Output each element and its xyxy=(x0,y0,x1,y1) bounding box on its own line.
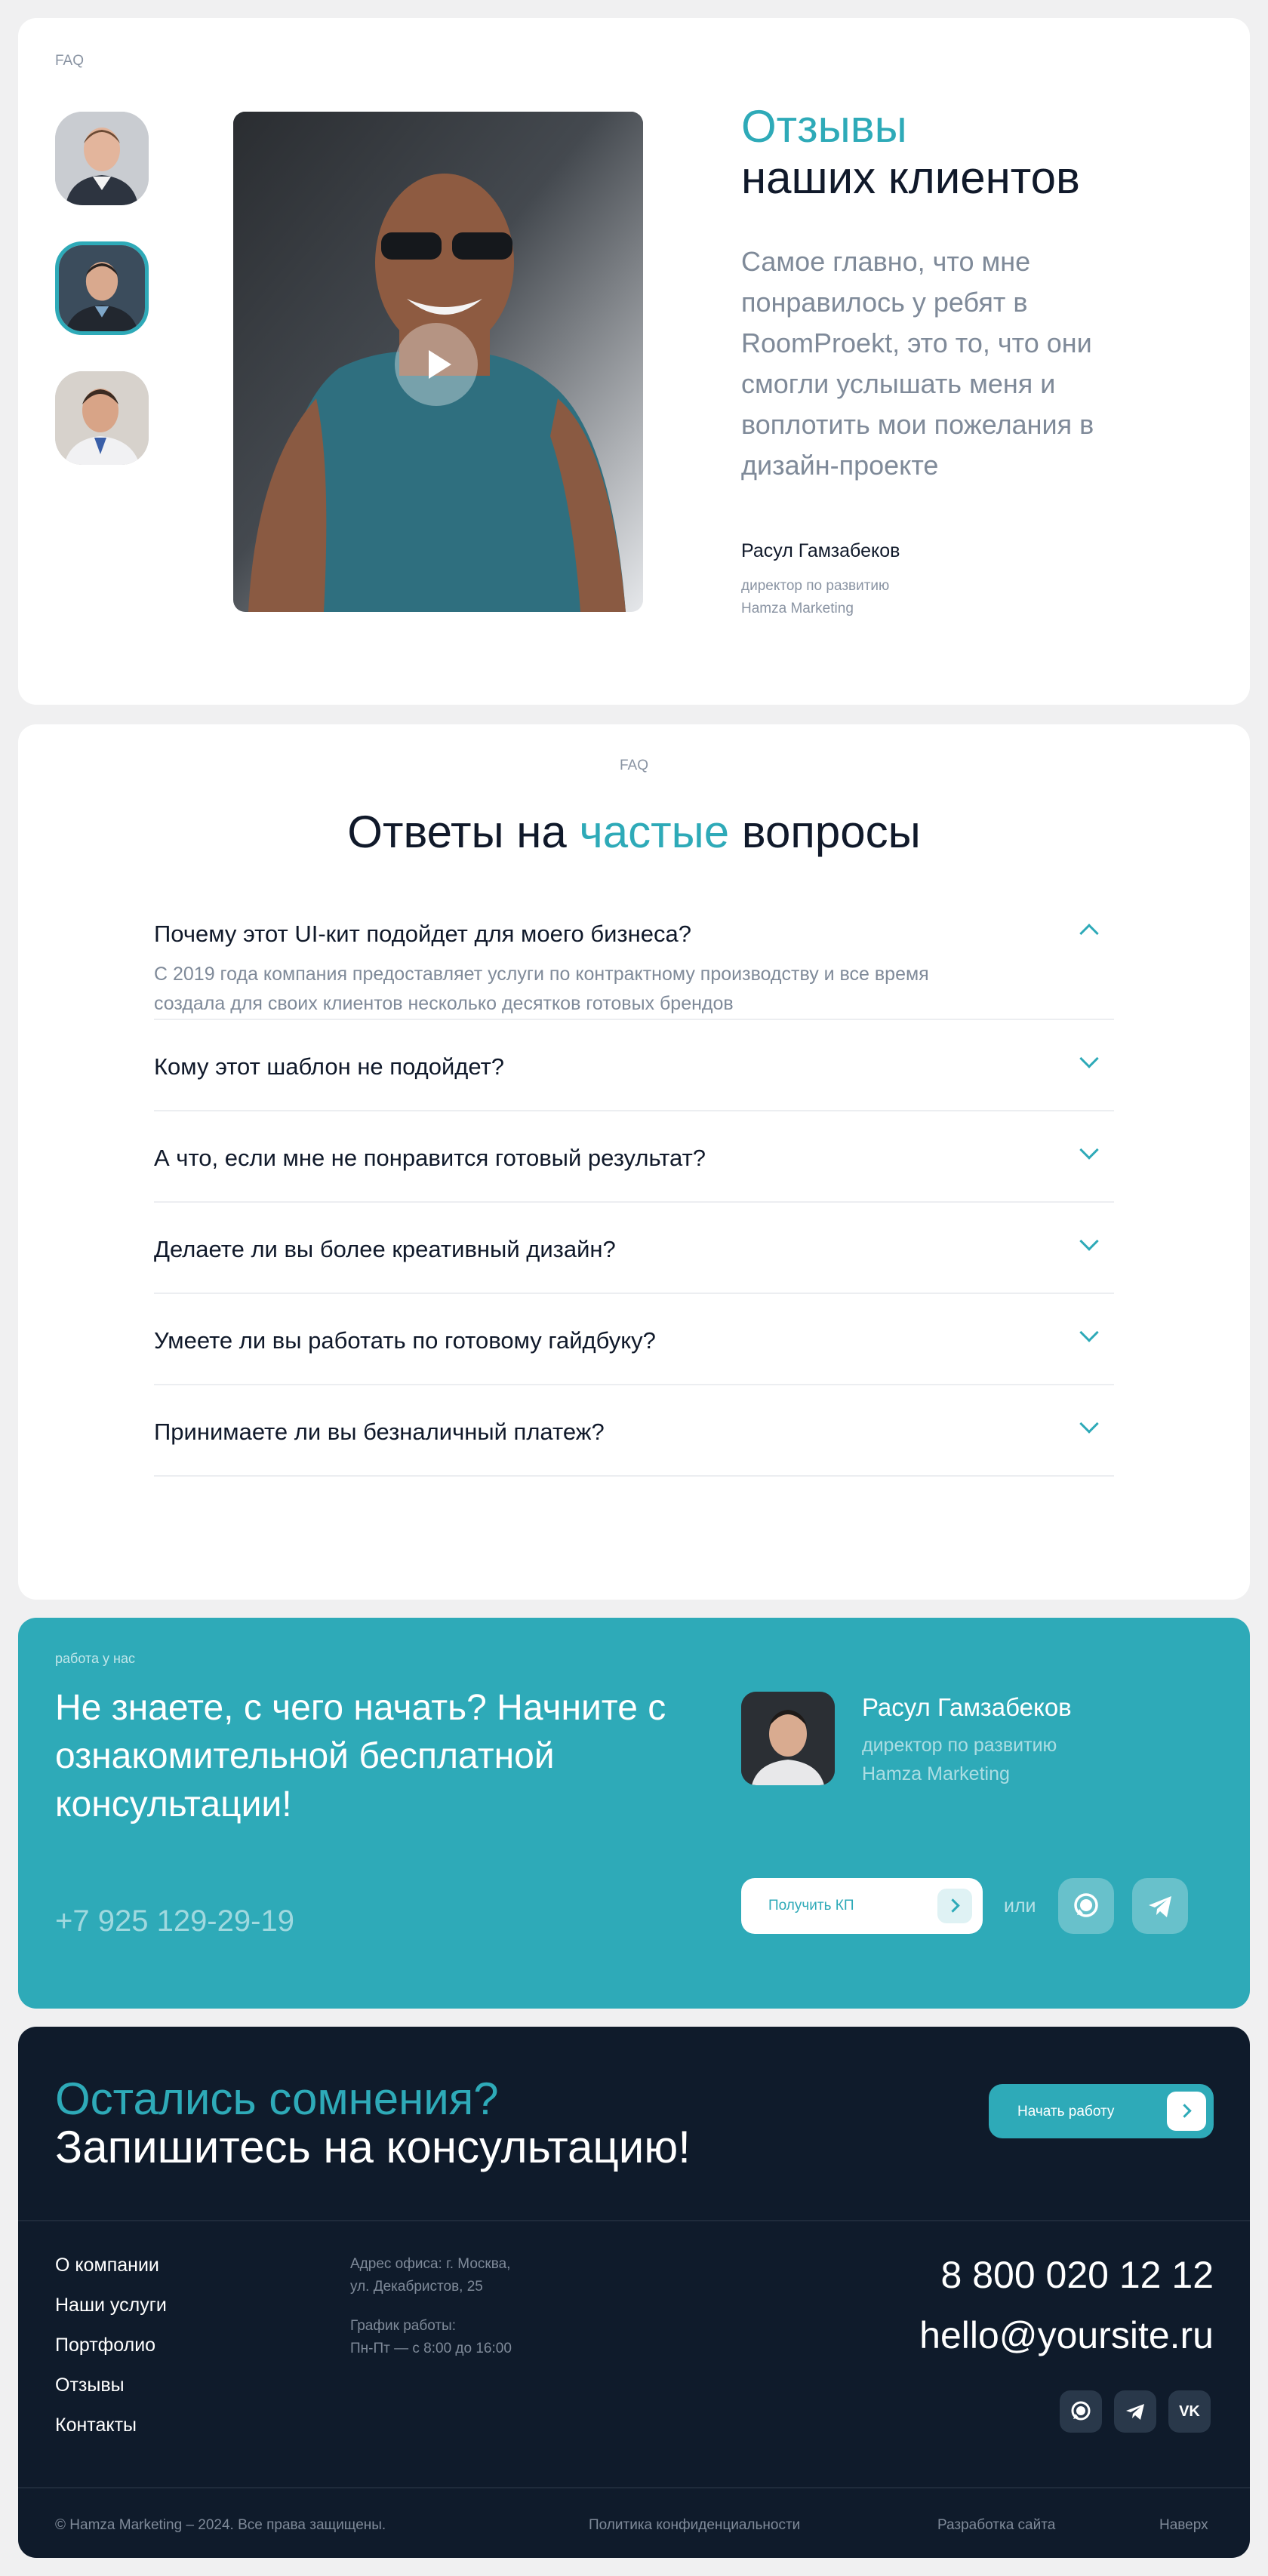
cta-label: работа у нас xyxy=(55,1651,135,1666)
schedule-line-1: График работы: xyxy=(350,2318,456,2334)
person-photo-icon xyxy=(55,112,149,205)
cta-title: Не знаете, с чего начать? Начните с ознакомительной бесплатной консультации! xyxy=(55,1688,666,1824)
faq-title xyxy=(18,806,1250,858)
footer-title: Запишитесь на консультацию! xyxy=(55,2122,691,2172)
telegram-button[interactable] xyxy=(1114,2390,1156,2433)
address-line-2: ул. Декабристов, 25 xyxy=(350,2279,483,2295)
divider xyxy=(18,2220,1250,2221)
footer xyxy=(18,2027,1250,2558)
telegram-icon xyxy=(1132,1878,1188,1934)
review-author-company: Hamza Marketing xyxy=(741,601,854,616)
faq-section xyxy=(18,724,1250,1600)
footer-title-accent: Остались сомнения? xyxy=(55,2073,499,2124)
avatar xyxy=(741,1692,835,1785)
whatsapp-icon xyxy=(1058,1878,1114,1934)
faq-item-2[interactable] xyxy=(154,1020,1114,1111)
or-text: или xyxy=(1004,1895,1036,1917)
faq-title-start: Ответы на xyxy=(347,807,580,857)
get-offer-label: Получить КП xyxy=(768,1898,854,1914)
faq-question: Кому этот шаблон не подойдет? xyxy=(154,1053,505,1080)
footer-phone[interactable]: 8 800 020 12 12 xyxy=(940,2254,1214,2296)
faq-title-end: вопросы xyxy=(729,807,921,857)
review-avatar-1[interactable] xyxy=(55,112,149,205)
footer-nav-portfolio[interactable]: Портфолио xyxy=(55,2335,156,2356)
footer-nav-reviews[interactable]: Отзывы xyxy=(55,2375,125,2396)
review-author-name: Расул Гамзабеков xyxy=(741,540,900,561)
arrow-right-icon xyxy=(1167,2092,1206,2131)
reviews-title: наших клиентов xyxy=(741,152,1080,203)
chevron-up-icon[interactable] xyxy=(1079,924,1098,942)
chevron-down-icon[interactable] xyxy=(1079,1414,1098,1433)
faq-item-1[interactable] xyxy=(154,905,1114,1020)
footer-nav-contacts[interactable]: Контакты xyxy=(55,2415,137,2436)
divider xyxy=(18,2487,1250,2488)
telegram-button[interactable] xyxy=(1132,1878,1188,1934)
person-photo-icon xyxy=(59,245,145,331)
cta-phone[interactable]: +7 925 129-29-19 xyxy=(55,1904,294,1938)
person-photo-icon xyxy=(55,371,149,465)
footer-nav-services[interactable]: Наши услуги xyxy=(55,2295,167,2316)
faq-question: Умеете ли вы работать по готовому гайдбуку? xyxy=(154,1327,656,1354)
play-icon[interactable] xyxy=(395,323,478,406)
review-author-role xyxy=(741,575,889,620)
review-quote: Самое главно, что мне понравилось у ребят в RoomProekt, это то, что они смогли услышать меня и воплотить мои пожелания в дизайн-проекте xyxy=(741,246,1094,481)
vk-button[interactable] xyxy=(1168,2390,1211,2433)
whatsapp-button[interactable] xyxy=(1060,2390,1102,2433)
footer-email[interactable]: hello@yoursite.ru xyxy=(919,2314,1214,2356)
faq-item-6[interactable] xyxy=(154,1385,1114,1477)
copyright: © Hamza Marketing – 2024. Все права защищены. xyxy=(55,2517,386,2533)
cta-person-name: Расул Гамзабеков xyxy=(862,1693,1072,1721)
chevron-down-icon[interactable] xyxy=(1079,1323,1098,1342)
developer-link[interactable]: Разработка сайта xyxy=(937,2517,1056,2533)
review-video[interactable] xyxy=(233,112,643,612)
reviews-title-accent: Отзывы xyxy=(741,101,907,152)
cta-person-role xyxy=(862,1731,1057,1788)
cta-person-company: Hamza Marketing xyxy=(862,1763,1010,1784)
schedule-line-2: Пн-Пт — с 8:00 до 16:00 xyxy=(350,2341,512,2356)
chevron-down-icon[interactable] xyxy=(1079,1231,1098,1250)
whatsapp-icon xyxy=(1060,2390,1102,2433)
person-photo-icon xyxy=(741,1692,835,1785)
work-schedule xyxy=(350,2315,512,2360)
whatsapp-button[interactable] xyxy=(1058,1878,1114,1934)
faq-item-3[interactable] xyxy=(154,1111,1114,1203)
review-author-position: директор по развитию xyxy=(741,578,890,594)
chevron-down-icon[interactable] xyxy=(1079,1140,1098,1159)
chevron-down-icon[interactable] xyxy=(1079,1049,1098,1068)
back-to-top-link[interactable]: Наверх xyxy=(1159,2517,1208,2533)
faq-question: Почему этот UI-кит подойдет для моего бизнеса? xyxy=(154,921,691,947)
address-line-1: Адрес офиса: г. Москва, xyxy=(350,2256,511,2272)
get-offer-button[interactable] xyxy=(741,1878,983,1934)
faq-label: FAQ xyxy=(619,758,648,773)
review-avatar-2[interactable] xyxy=(55,241,149,335)
faq-question: Делаете ли вы более креативный дизайн? xyxy=(154,1236,616,1262)
arrow-right-icon xyxy=(937,1889,972,1923)
faq-item-5[interactable] xyxy=(154,1294,1114,1385)
cta-person-position: директор по развитию xyxy=(862,1735,1057,1756)
footer-nav-about[interactable]: О компании xyxy=(55,2255,159,2276)
privacy-link[interactable]: Политика конфиденциальности xyxy=(589,2517,801,2533)
vk-icon: VK xyxy=(1179,2402,1200,2420)
start-work-label: Начать работу xyxy=(1017,2104,1115,2120)
review-avatar-3[interactable] xyxy=(55,371,149,465)
reviews-section xyxy=(18,18,1250,705)
reviews-label: FAQ xyxy=(55,53,85,69)
faq-question: А что, если мне не понравится готовый результат? xyxy=(154,1145,706,1171)
faq-item-4[interactable] xyxy=(154,1203,1114,1294)
start-work-button[interactable] xyxy=(989,2084,1214,2138)
faq-answer: С 2019 года компания предоставляет услуги по контрактному производству и все время создала для своих клиентов несколько десятков готовых брендов xyxy=(154,964,929,1014)
faq-question: Принимаете ли вы безналичный платеж? xyxy=(154,1419,605,1445)
telegram-icon xyxy=(1114,2390,1156,2433)
consultation-section xyxy=(18,1618,1250,2009)
office-address xyxy=(350,2253,510,2298)
faq-title-accent: частые xyxy=(579,807,730,857)
